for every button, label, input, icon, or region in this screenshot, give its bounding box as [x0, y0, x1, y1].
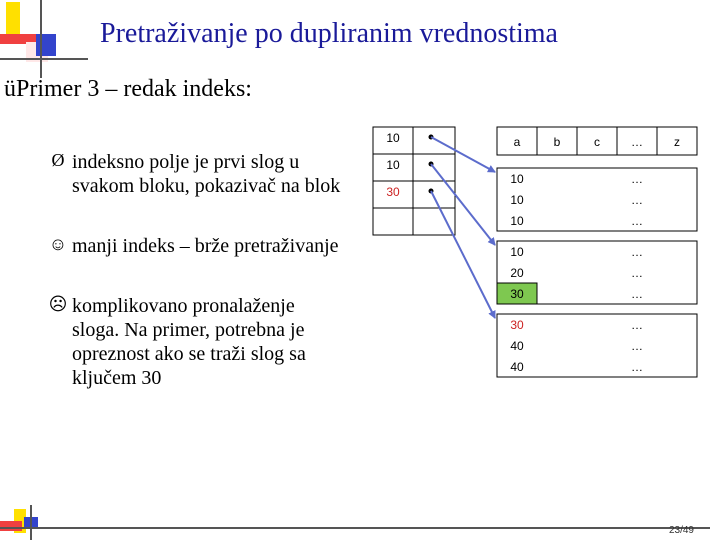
bullet-3-line-4: ključem 30 — [72, 367, 162, 389]
header-label: a — [513, 135, 521, 149]
slide-title: Pretraživanje po dupliranim vrednostima — [100, 18, 558, 49]
bullet-1-line-1: indeksno polje je prvi slog u — [72, 151, 300, 173]
smiley-icon: ☺ — [48, 234, 68, 254]
index-key-value: 10 — [386, 158, 400, 172]
record-ellipsis: … — [631, 287, 643, 301]
data-block — [497, 314, 697, 377]
record-ellipsis: … — [631, 245, 643, 259]
record-key: 20 — [510, 266, 524, 280]
check-icon: ü — [4, 76, 16, 102]
index-key-value: 30 — [386, 185, 400, 199]
bullet-3-line-1: komplikovano pronalaženje — [72, 295, 295, 317]
record-ellipsis: … — [631, 318, 643, 332]
record-key: 40 — [510, 339, 524, 353]
record-key: 10 — [510, 193, 524, 207]
record-key: 40 — [510, 360, 524, 374]
heading-text: Primer 3 – redak indeks: — [16, 76, 252, 102]
data-table — [497, 127, 697, 377]
index-pointer-cell — [413, 208, 455, 235]
header-label: z — [674, 135, 680, 149]
record-ellipsis: … — [631, 214, 643, 228]
frown-icon: ☹ — [48, 294, 68, 314]
bullet-1-line-2: svakom bloku, pokazivač na blok — [72, 175, 341, 197]
data-block — [497, 168, 697, 231]
bullet-3-line-2: sloga. Na primer, potrebna je — [72, 319, 305, 341]
record-ellipsis: … — [631, 172, 643, 186]
record-key: 10 — [510, 214, 524, 228]
record-key: 10 — [510, 172, 524, 186]
record-key: 30 — [510, 287, 524, 301]
record-ellipsis: … — [631, 266, 643, 280]
record-ellipsis: … — [631, 360, 643, 374]
page-number: 23/49 — [668, 525, 694, 536]
bullet-2-line-1: manji indeks – brže pretraživanje — [72, 235, 339, 257]
pointer-arrow — [431, 164, 495, 245]
index-key-value: 10 — [386, 131, 400, 145]
record-ellipsis: … — [631, 339, 643, 353]
header-label: c — [594, 135, 600, 149]
pointer-arrow — [431, 191, 495, 318]
index-arrows — [431, 137, 495, 318]
record-key: 10 — [510, 245, 524, 259]
index-key-cell — [373, 208, 413, 235]
bullet-3-line-3: opreznost ako se traži slog sa — [72, 343, 306, 365]
index-pointer-cell — [413, 127, 455, 154]
header-label: b — [553, 135, 561, 149]
record-key: 30 — [510, 318, 524, 332]
arrow-bullet-icon: Ø — [51, 150, 65, 170]
header-label: … — [631, 135, 643, 149]
record-ellipsis: … — [631, 193, 643, 207]
